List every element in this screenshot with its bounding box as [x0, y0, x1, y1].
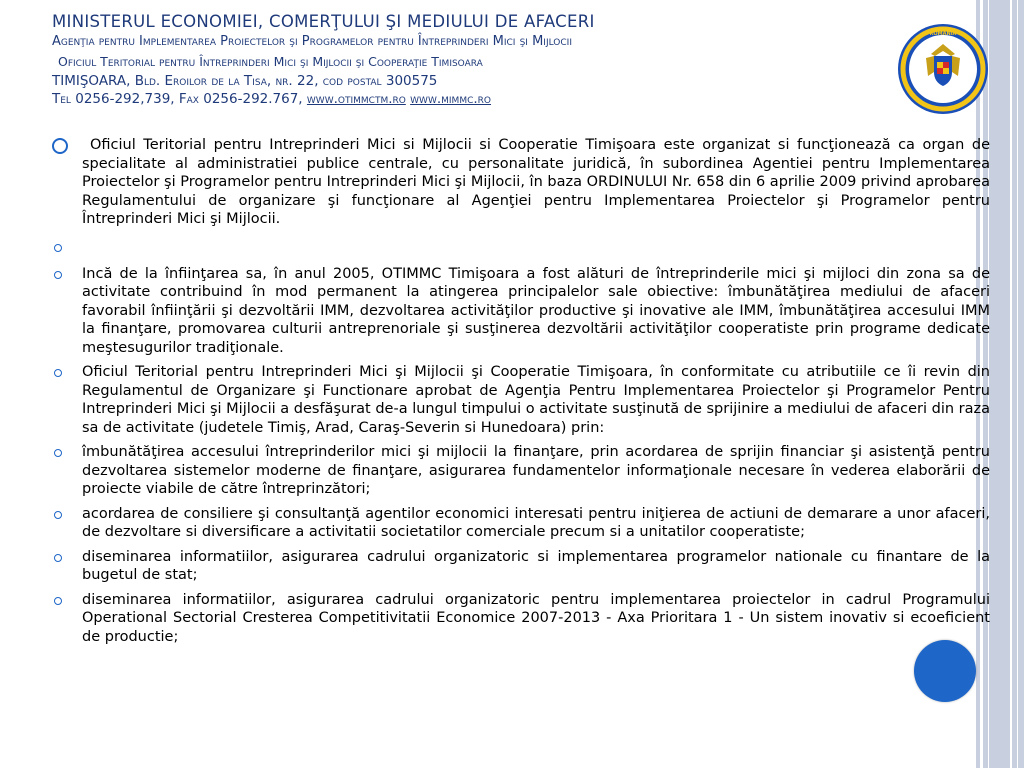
list-item: [52, 443, 990, 499]
emblem-top-text: ROMÂNIA: [929, 31, 957, 37]
list-item: [52, 363, 990, 437]
office-title: Oficiul Teritorial pentru Întreprinderi Mici şi Mijlocii şi Cooperaţie Timisoara: [58, 54, 483, 69]
list-item: [52, 136, 990, 229]
agency-title: Agenţia pentru Implementarea Proiectelor şi Programelor pentru Întreprinderi Mici şi Mijlocii: [52, 34, 572, 49]
circle-bullet-icon: [54, 244, 62, 252]
street-address: Bld. Eroilor de la Tisa, nr. 22, cod postal 300575: [134, 73, 438, 89]
letterhead: [52, 12, 892, 108]
paragraph-text: Oficiul Teritorial pentru Intreprinderi Mici si Mijlocii si Cooperatie Timişoara este organizat si funcţionează ca organ de specialitate al administratiei publice centrale, cu personalitate juridică, în subordinea Agentiei pentru Implementarea Proiectelor şi Programelor pentru Intreprinderi Mici şi Mijlocii, în baza ORDINULUI Nr. 658 din 6 aprilie 2009 privind aprobarea Regulamentului de organizare şi funcţionare al Agenţiei pentru Implementarea Proiectelor şi Programelor pentru Întreprinderi Mici şi Mijlocii.: [82, 137, 990, 227]
paragraph-text: îmbunătăţirea accesului întreprinderilor mici şi mijlocii la finanţare, prin acordarea de sprijin financiar şi asistenţă pentru dezvoltarea sistemelor moderne de finanţare, asigurarea fundamentelor informaţionale necesare în vederea elaborării de proiecte viabile de către întreprinzători;: [82, 444, 990, 497]
content-body: [52, 136, 990, 646]
list-item: [52, 505, 990, 542]
paragraph-text: acordarea de consiliere şi consultanţă agentilor economici interesati pentru iniţierea de actiuni de demarare a unor afaceri, de dezvoltare si diversificare a activitatii societatilor comerciale precum si a unitatilor cooperatiste;: [82, 505, 990, 540]
address-line: [52, 72, 892, 90]
circle-bullet-icon: [54, 271, 62, 279]
circle-bullet-icon: [54, 511, 62, 519]
circle-bullet-icon: [54, 369, 62, 377]
mimmc-link[interactable]: www.mimmc.ro: [410, 91, 491, 107]
list-item: [52, 235, 990, 259]
ministry-title: MINISTERUL ECONOMIEI, COMERŢULUI ŞI MEDIULUI DE AFACERI: [52, 12, 595, 31]
list-item: [52, 591, 990, 647]
contact-line: [52, 90, 892, 108]
otimmc-link[interactable]: www.otimmctm.ro: [306, 91, 406, 107]
circle-bullet-icon: [54, 597, 62, 605]
ministry-emblem-icon: [896, 22, 990, 116]
paragraph-text: Oficiul Teritorial pentru Intreprinderi Mici şi Mijlocii şi Cooperatie Timişoara, în conformitate cu atributiile ce îi revin din Regulamentul de Organizare şi Functionare aprobat de Agenţia Pentru Implementarea Proiectelor şi Programelor Pentru Intreprinderi Mici şi Mijlocii a desfăşurat de-a lungul timpului o activitate susţinută de sprijinire a mediului de afaceri din raza sa de activitate (judetele Timiş, Arad, Caraş-Severin si Hunedoara) prin:: [82, 364, 990, 436]
list-item: [52, 548, 990, 585]
circle-bullet-icon: [52, 138, 68, 154]
decorative-circle: [914, 640, 976, 702]
circle-bullet-icon: [54, 554, 62, 562]
list-item: [52, 265, 990, 358]
paragraph-text: diseminarea informatiilor, asigurarea cadrului organizatoric pentru implementarea proiectelor in cadrul Programului Operational Sectorial Cresterea Competitivitatii Economice 2007-2013 - Axa Prioritara 1 - Un sistem inovativ si ecoeficient de productie;: [82, 591, 990, 645]
paragraph-text: Incă de la înfiinţarea sa, în anul 2005, OTIMMC Timişoara a fost alături de întreprinderile mici şi mijloci din zona sa de activitate contribuind în mod permanent la atingerea principalelor sale obiective: îmbunătăţirea mediului de afaceri favorabil înfiinţării şi dezvoltării IMM, dezvoltarea activităţilor productive şi inovative ale IMM, îmbunătăţirea accesului IMM la finanţare, promovarea culturii antreprenoriale şi susţinerea dezvoltării activităţilor cooperatiste prin programe dedicate meştesugurilor tradiţionale.: [82, 265, 990, 356]
phone-fax: Tel 0256-292,739, Fax 0256-292.767,: [52, 91, 303, 107]
paragraph-text: diseminarea informatiilor, asigurarea cadrului organizatoric si implementarea programelor nationale cu finantare de la bugetul de stat;: [82, 548, 990, 583]
city-label: TIMIŞOARA,: [52, 73, 131, 89]
circle-bullet-icon: [54, 449, 62, 457]
